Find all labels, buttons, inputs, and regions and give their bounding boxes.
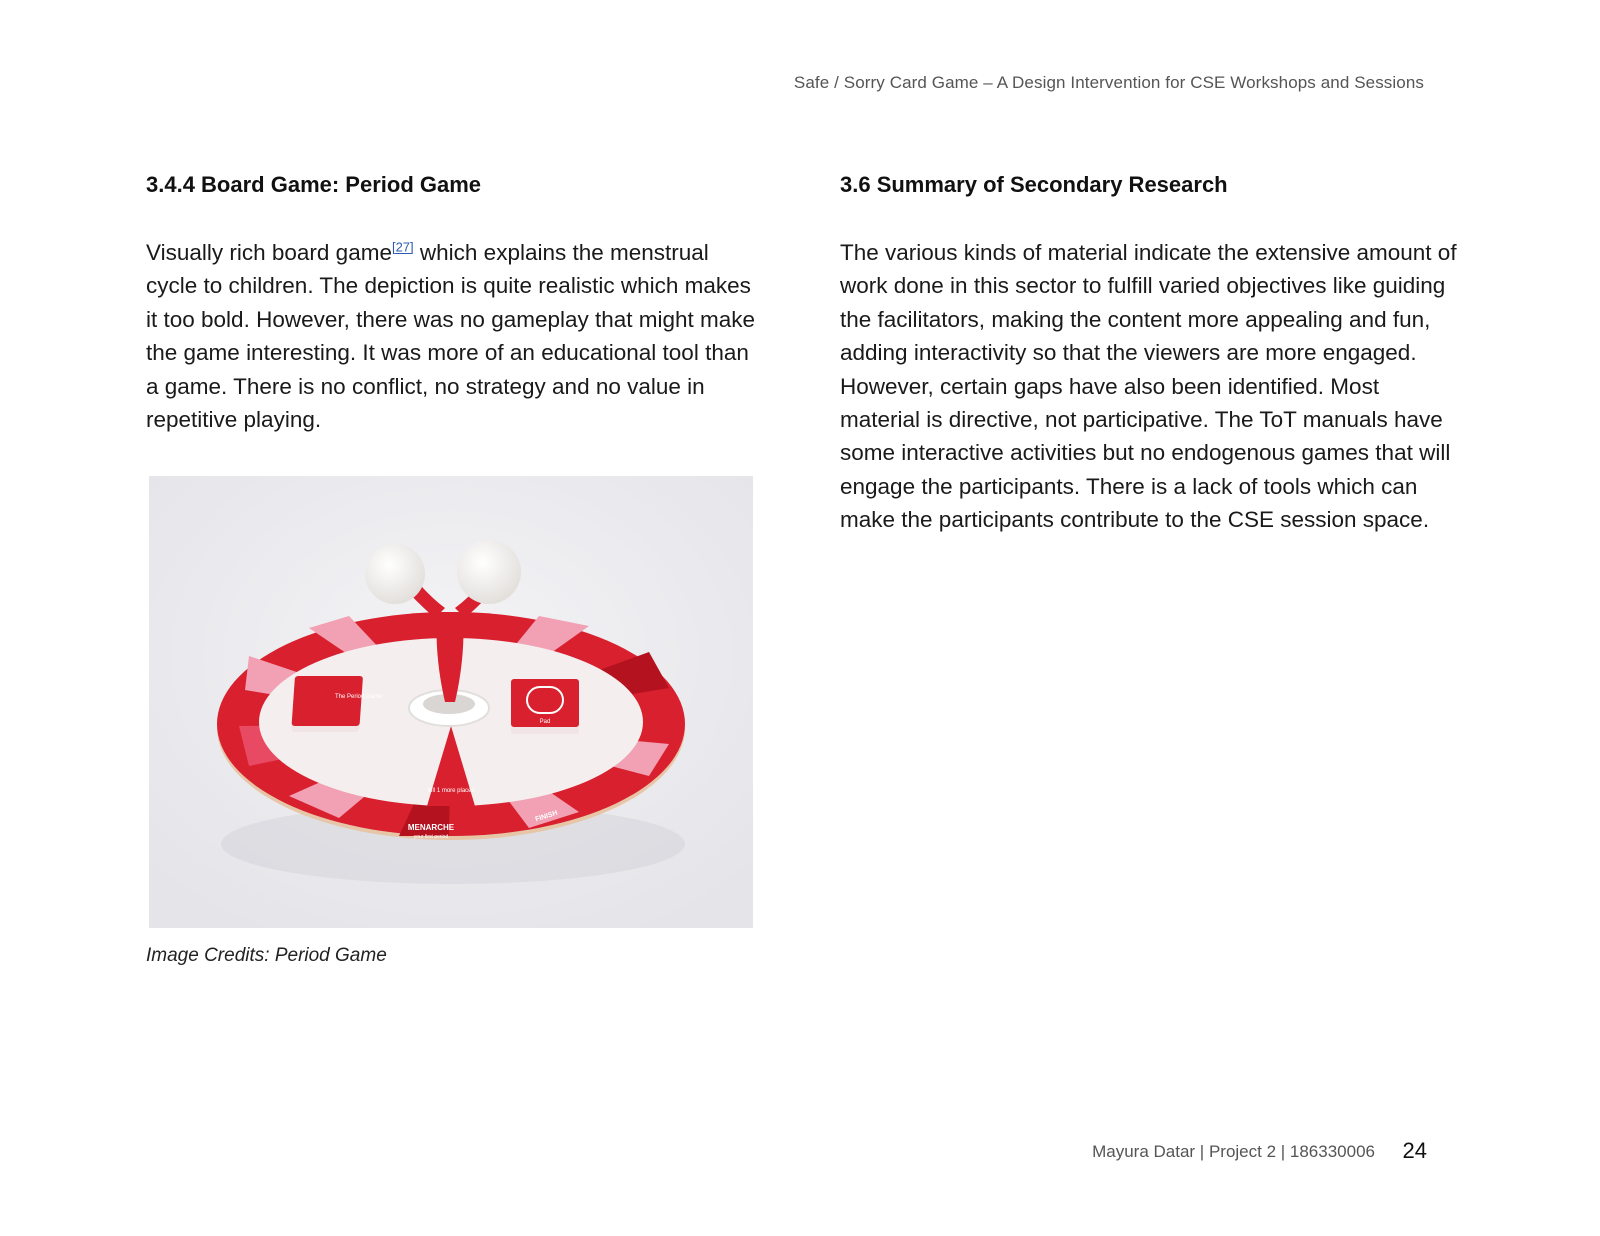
right-column: [840, 168, 1460, 537]
running-header: Safe / Sorry Card Game – A Design Intervention for CSE Workshops and Sessions: [793, 73, 1424, 92]
paragraph-text-end: which explains the menstrual cycle to children. The depiction is quite realistic which makes it too bold. However, there was no gameplay that might make the game interesting. It was more of an educational tool than a game. There is no conflict, no strategy and no value in repetitive playing.: [146, 240, 756, 433]
board-game-illustration: [149, 476, 753, 928]
section-heading-summary: 3.6 Summary of Secondary Research: [840, 172, 1228, 197]
citation-link[interactable]: [27]: [391, 239, 414, 255]
board-game-paragraph: [146, 236, 756, 436]
paragraph-text-start: Visually rich board game: [146, 240, 392, 265]
card-left-label: The Period Game: [335, 694, 383, 701]
space-finish-label: FINISH: [534, 810, 559, 824]
left-column: [146, 168, 756, 967]
summary-paragraph: The various kinds of material indicate the extensive amount of work done in this sector to fulfill varied objectives like guiding the facilitators, making the content more appealing and fun, adding interactivity so that the viewers are more engaged. However, certain gaps have also been identified. Most material is directive, not participative. The ToT manuals have some interactive activities but no endogenous games that will engage the participants. There is a lack of tools which can make the participants contribute to the CSE session space.: [840, 240, 1457, 533]
card-right-label: Pad: [539, 719, 551, 726]
footer-author-line: Mayura Datar | Project 2 | 186330006: [1092, 1142, 1375, 1161]
card-deck-right: [511, 679, 579, 734]
space-menarche-sublabel: your first period: [413, 834, 449, 841]
page-number: 24: [1402, 1138, 1427, 1163]
period-game-photo: [149, 476, 753, 928]
image-caption: Image Credits: Period Game: [146, 945, 387, 967]
space-menarche-label: MENARCHE: [407, 823, 455, 833]
center-space-label: tell 1 more places: [427, 788, 475, 795]
section-heading-board-game: 3.4.4 Board Game: Period Game: [146, 172, 482, 197]
